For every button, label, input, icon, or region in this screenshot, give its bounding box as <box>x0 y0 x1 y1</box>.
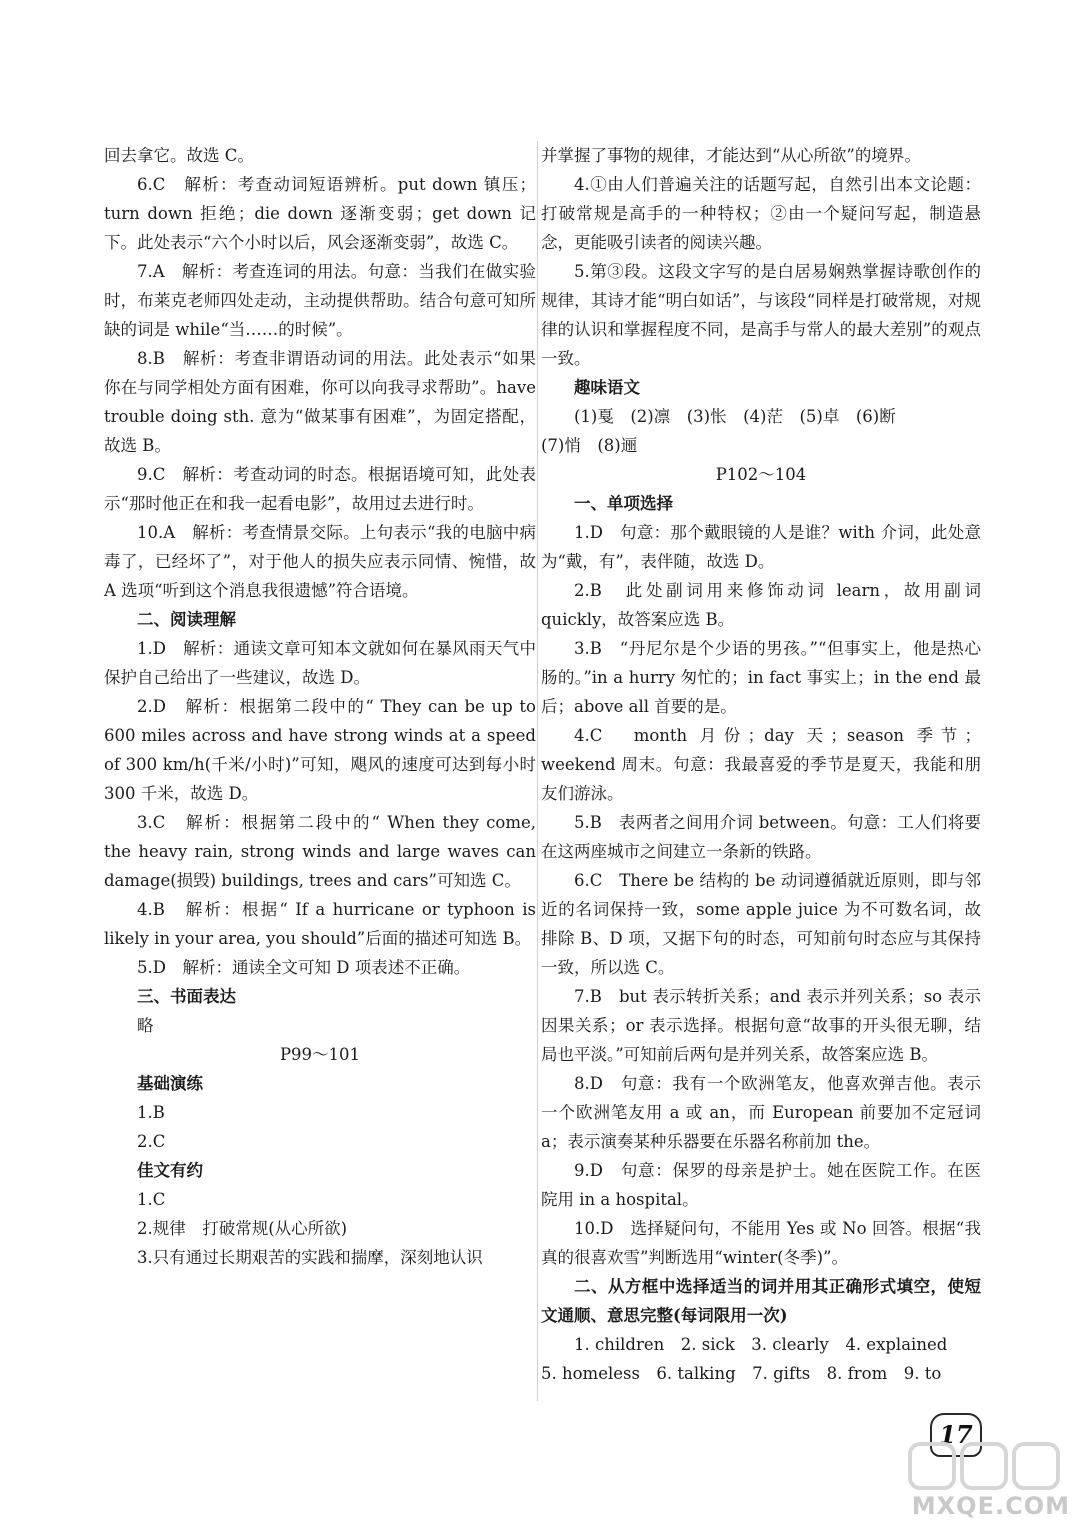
answer-paragraph: 1.D 句意：那个戴眼镜的人是谁？with 介词，此处意为“戴，有”，表伴随，故选 D。 <box>541 523 981 571</box>
page-number: 17 <box>930 1413 982 1457</box>
answer-line: (1)戛 (2)凛 (3)怅 (4)茫 (5)卓 (6)断 <box>574 407 896 426</box>
section-heading-fill: 二、从方框中选择适当的词并用其正确形式填空，使短文通顺、意思完整(每词限用一次) <box>541 1277 981 1325</box>
answer-paragraph: 4.B 解析：根据“ If a hurricane or typhoon is likely in your area, you should”后面的描述可知选 B。 <box>104 900 536 948</box>
page-range: P99～101 <box>279 1045 361 1064</box>
answer-paragraph: 4.C month 月份；day 天；season 季节；weekend 周末。句意：我最喜爱的季节是夏天，我能和朋友们游泳。 <box>541 726 981 803</box>
answer-paragraph: 10.D 选择疑问句，不能用 Yes 或 No 回答。根据“我真的很喜欢雪”判断选用“winter(冬季)”。 <box>541 1219 981 1267</box>
answer-paragraph: 10.A 解析：考查情景交际。上句表示“我的电脑中病毒了，已经坏了”，对于他人的损失应表示同情、惋惜，故 A 选项“听到这个消息我很遗憾”符合语境。 <box>104 523 536 600</box>
writing-answer: 略 <box>137 1016 154 1035</box>
section-heading-essay: 佳文有约 <box>137 1161 203 1180</box>
section-heading-reading: 二、阅读理解 <box>137 610 236 629</box>
answer-paragraph: 9.C 解析：考查动词的时态。根据语境可知，此处表示“那时他正在和我一起看电影”，故用过去进行时。 <box>104 465 536 513</box>
answer-line: 3.只有通过长期艰苦的实践和揣摩，深刻地认识 <box>137 1248 483 1267</box>
answer-paragraph: 6.C There be 结构的 be 动词遵循就近原则，即与邻近的名词保持一致，some apple juice 为不可数名词，故排除 B、D 项，又据下句的时态，可知前句时态应与其保持一致，所以选 C。 <box>541 871 981 977</box>
answer-paragraph: 2.D 解析：根据第二段中的“ They can be up to 600 miles across and have strong winds at a speed of 300 km/h(千米/小时)”可知，飓风的速度可达到每小时 300 千米，故选 D。 <box>104 697 536 803</box>
answer-paragraph: 8.B 解析：考查非谓语动词的用法。此处表示“如果你在与同学相处方面有困难，你可以向我寻求帮助”。have trouble doing sth. 意为“做某事有困难”，为固定搭配，故选 B。 <box>104 349 536 455</box>
section-heading-fun: 趣味语文 <box>574 378 640 397</box>
page-range: P102～104 <box>715 465 807 484</box>
answer-paragraph: 1.D 解析：通读文章可知本文就如何在暴风雨天气中保护自己给出了一些建议，故选 D。 <box>104 639 536 687</box>
answer-paragraph: 5.B 表两者之间用介词 between。句意：工人们将要在这两座城市之间建立一条新的铁路。 <box>541 813 981 861</box>
answer-paragraph: 5.D 解析：通读全文可知 D 项表述不正确。 <box>137 958 471 977</box>
watermark <box>880 1440 1070 1522</box>
answer-paragraph: 7.A 解析：考查连词的用法。句意：当我们在做实验时，布莱克老师四处走动，主动提供帮助。结合句意可知所缺的词是 while“当……的时候”。 <box>104 262 536 339</box>
answer-line: 2.C <box>137 1132 166 1151</box>
answer-paragraph: 8.D 句意：我有一个欧洲笔友，他喜欢弹吉他。表示一个欧洲笔友用 a 或 an，而 European 前要加不定冠词 a；表示演奏某种乐器要在乐器名称前加 the。 <box>541 1074 981 1151</box>
answer-line: (7)悄 (8)逦 <box>541 436 638 455</box>
answer-paragraph: 6.C 解析：考查动词短语辨析。put down 镇压；turn down 拒绝；die down 逐渐变弱；get down 记下。此处表示“六个小时以后，风会逐渐变弱”，故选 C。 <box>104 175 536 252</box>
answer-paragraph: 9.D 句意：保罗的母亲是护士。她在医院工作。在医院用 in a hospital。 <box>541 1161 981 1209</box>
left-column <box>104 141 536 1272</box>
answer-paragraph: 2.B 此处副词用来修饰动词 learn，故用副词 quickly，故答案应选 B。 <box>541 581 981 629</box>
watermark-text: MXQE.COM <box>911 1492 1070 1520</box>
column-divider <box>537 141 538 1401</box>
paragraph: 回去拿它。故选 C。 <box>104 146 254 165</box>
answer-paragraph: 7.B but 表示转折关系；and 表示并列关系；so 表示因果关系；or 表示选择。根据句意“故事的开头很无聊，结局也平淡。”可知前后两句是并列关系，故答案应选 B。 <box>541 987 981 1064</box>
answer-line: 1. children 2. sick 3. clearly 4. explained <box>574 1335 948 1354</box>
right-column <box>541 141 981 1388</box>
answer-line: 2.规律 打破常规(从心所欲) <box>137 1219 348 1238</box>
section-heading-basic: 基础演练 <box>137 1074 203 1093</box>
section-heading-writing: 三、书面表达 <box>137 987 236 1006</box>
answer-line: 1.B <box>137 1103 165 1122</box>
answer-paragraph: 3.B “丹尼尔是个少语的男孩。”“但事实上，他是热心肠的。”in a hurry 匆忙的；in fact 事实上；in the end 最后；above all 首要的是。 <box>541 639 981 716</box>
answer-paragraph: 5.第③段。这段文字写的是白居易娴熟掌握诗歌创作的规律，其诗才能“明白如话”，与该段“同样是打破常规，对规律的认识和掌握程度不同，是高手与常人的最大差别”的观点一致。 <box>541 262 981 368</box>
answer-line: 1.C <box>137 1190 166 1209</box>
answer-paragraph: 3.C 解析：根据第二段中的“ When they come, the heavy rain, strong winds and large waves can damage(损毁) buildings, trees and cars”可知选 C。 <box>104 813 536 890</box>
paragraph: 并掌握了事物的规律，才能达到“从心所欲”的境界。 <box>541 146 921 165</box>
answer-paragraph: 4.①由人们普遍关注的话题写起，自然引出本文论题：打破常规是高手的一种特权；②由一个疑问写起，制造悬念，更能吸引读者的阅读兴趣。 <box>541 175 981 252</box>
watermark-logo-icon <box>880 1440 1070 1500</box>
section-heading-single: 一、单项选择 <box>574 494 673 513</box>
answer-line: 5. homeless 6. talking 7. gifts 8. from 9. to <box>541 1364 942 1383</box>
